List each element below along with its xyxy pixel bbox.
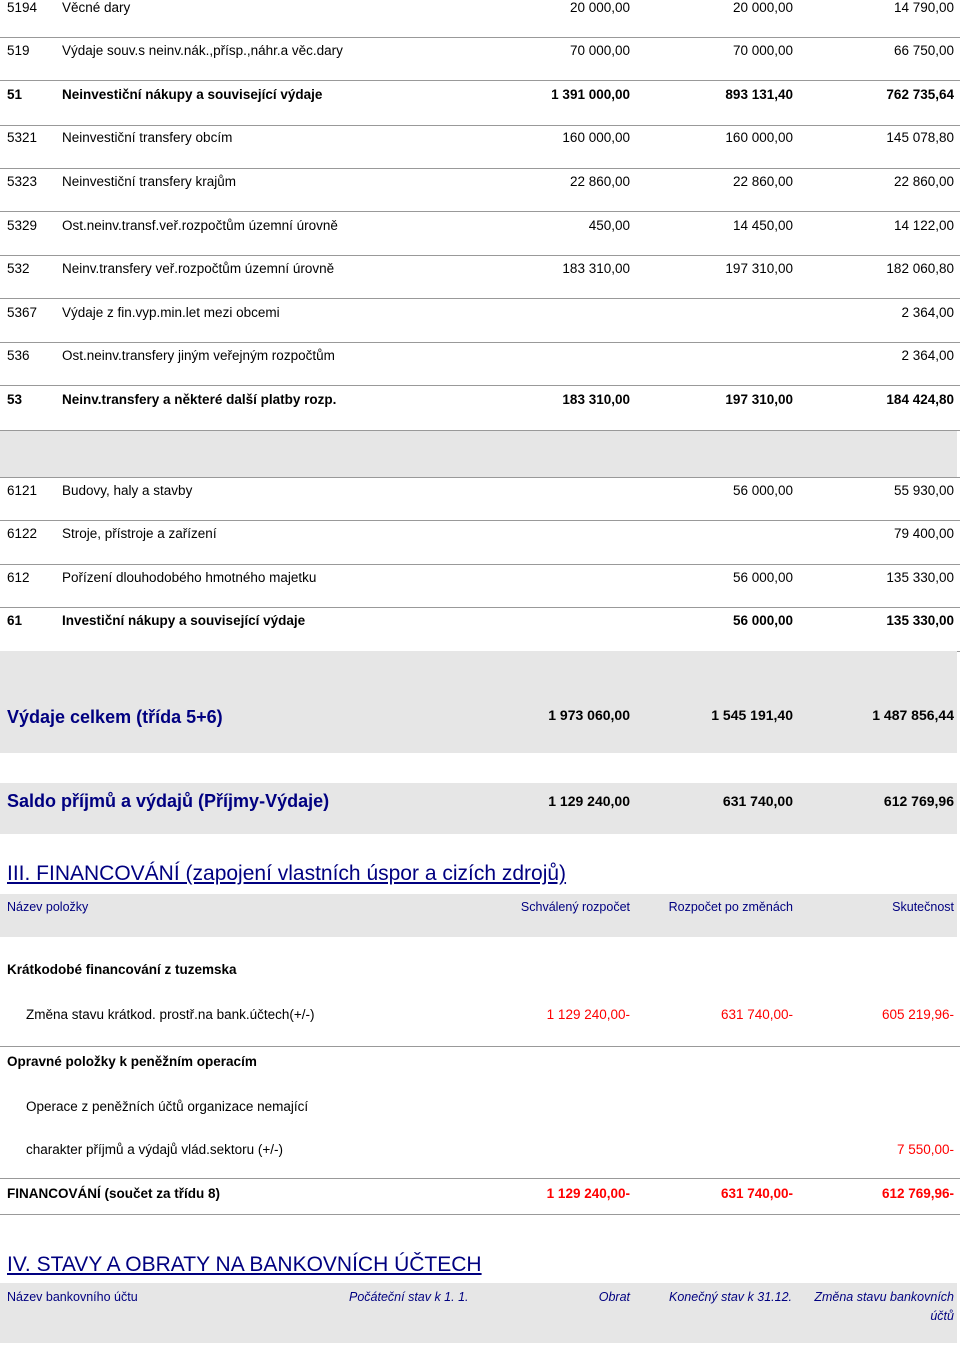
- row-name: Investiční nákupy a související výdaje: [62, 613, 306, 628]
- saldo-label: Saldo příjmů a výdajů (Příjmy-Výdaje): [7, 791, 330, 811]
- section4-header: [0, 1290, 960, 1330]
- bank-header-start: Počáteční stav k 1. 1.: [349, 1290, 469, 1304]
- row-divider: [0, 168, 960, 169]
- total-label: Výdaje celkem (třída 5+6): [7, 707, 223, 727]
- item-short-term-label: Změna stavu krátkod. prostř.na bank.účtech(+/-): [26, 1007, 315, 1022]
- row-name: Neinvestiční transfery obcím: [62, 130, 233, 145]
- row-actual: 145 078,80: [886, 130, 954, 145]
- divider: [0, 1046, 960, 1047]
- row-name: Neinvestiční transfery krajům: [62, 174, 237, 189]
- row-code: 5323: [7, 174, 38, 189]
- header-actual: Skutečnost: [892, 900, 954, 914]
- row-approved: 20 000,00: [569, 0, 630, 15]
- bank-header-end: Konečný stav k 31.12.: [669, 1290, 792, 1304]
- financing-total-label: FINANCOVÁNÍ (součet za třídu 8): [7, 1186, 221, 1201]
- saldo-v1: 1 129 240,00: [548, 793, 630, 809]
- header-approved: Schválený rozpočet: [520, 900, 630, 914]
- row-name: Neinv.transfery veř.rozpočtům územní úrovně: [62, 261, 335, 276]
- saldo-v3: 612 769,96: [883, 793, 954, 809]
- row-name: Výdaje z fin.vyp.min.let mezi obcemi: [62, 305, 280, 320]
- section4-title: IV. STAVY A OBRATY NA BANKOVNÍCH ÚČTECH: [7, 1253, 482, 1276]
- divider: [0, 1178, 960, 1179]
- row-actual: 2 364,00: [901, 305, 954, 320]
- row-modified: 197 310,00: [725, 261, 793, 276]
- row-name: Věcné dary: [62, 0, 131, 15]
- row-name: Neinv.transfery a některé další platby rozp.: [62, 392, 337, 407]
- table-row: [0, 348, 960, 368]
- row-divider: [0, 211, 960, 212]
- total-row: [0, 707, 960, 731]
- row-modified: 197 310,00: [725, 392, 793, 407]
- item-short-term-v1: 1 129 240,00-: [546, 1007, 630, 1022]
- row-code: 6122: [7, 526, 38, 541]
- table-row: [0, 526, 960, 546]
- total-v2: 1 545 191,40: [711, 707, 793, 723]
- financing-total-v2: 631 740,00-: [720, 1186, 793, 1201]
- table-row: [0, 218, 960, 238]
- row-approved: 183 310,00: [562, 392, 630, 407]
- row-divider: [0, 298, 960, 299]
- row-code: 53: [7, 392, 23, 407]
- row-code: 5321: [7, 130, 38, 145]
- row-name: Pořízení dlouhodobého hmotného majetku: [62, 570, 317, 585]
- row-actual: 79 400,00: [893, 526, 954, 541]
- row-modified: 56 000,00: [732, 613, 793, 628]
- row-modified: 70 000,00: [732, 43, 793, 58]
- row-name: Neinvestiční nákupy a související výdaje: [62, 87, 323, 102]
- financing-total: [0, 1186, 960, 1204]
- row-divider: [0, 37, 960, 38]
- row-approved: 183 310,00: [562, 261, 630, 276]
- row-code: 532: [7, 261, 30, 276]
- row-code: 51: [7, 87, 23, 102]
- table-row: [0, 392, 960, 412]
- row-name: Ost.neinv.transf.veř.rozpočtům územní úrovně: [62, 218, 338, 233]
- bank-header-change-2: účtů: [930, 1309, 954, 1323]
- row-divider: [0, 255, 960, 256]
- table-row: [0, 261, 960, 281]
- section3-title: III. FINANCOVÁNÍ (zapojení vlastních úspor a cizích zdrojů): [7, 862, 567, 885]
- saldo-row: [0, 791, 960, 815]
- row-code: 536: [7, 348, 30, 363]
- row-approved: 160 000,00: [562, 130, 630, 145]
- table-row: [0, 0, 960, 20]
- row-divider: [0, 477, 960, 478]
- bank-header-name: Název bankovního účtu: [7, 1290, 138, 1304]
- table-row: [0, 570, 960, 590]
- financing-total-v3: 612 769,96-: [881, 1186, 954, 1201]
- table-row: [0, 483, 960, 503]
- row-modified: 893 131,40: [725, 87, 793, 102]
- table-row: [0, 305, 960, 325]
- table-row: [0, 130, 960, 150]
- table-row: [0, 174, 960, 194]
- group-corrections: Opravné položky k peněžním operacím: [7, 1054, 257, 1069]
- row-code: 5194: [7, 0, 38, 15]
- item-corrections: [0, 1142, 960, 1160]
- row-actual: 14 790,00: [893, 0, 954, 15]
- item-short-term-v3: 605 219,96-: [881, 1007, 954, 1022]
- saldo-v2: 631 740,00: [722, 793, 793, 809]
- row-code: 61: [7, 613, 23, 628]
- item-short-term-v2: 631 740,00-: [720, 1007, 793, 1022]
- row-approved: 22 860,00: [569, 174, 630, 189]
- row-name: Výdaje souv.s neinv.nák.,přísp.,náhr.a věc.dary: [62, 43, 343, 58]
- row-name: Stroje, přístroje a zařízení: [62, 526, 217, 541]
- header-name: Název položky: [7, 900, 89, 914]
- section3-header: [0, 900, 960, 918]
- table-row: [0, 87, 960, 107]
- row-name: Budovy, haly a stavby: [62, 483, 193, 498]
- item-corrections-line1: Operace z peněžních účtů organizace nemající: [26, 1099, 309, 1114]
- row-divider: [0, 385, 960, 386]
- group-short-term: Krátkodobé financování z tuzemska: [7, 962, 237, 977]
- row-code: 5329: [7, 218, 38, 233]
- row-actual: 184 424,80: [886, 392, 954, 407]
- header-modified: Rozpočet po změnách: [668, 900, 793, 914]
- row-code: 6121: [7, 483, 38, 498]
- row-modified: 56 000,00: [732, 570, 793, 585]
- row-modified: 22 860,00: [732, 174, 793, 189]
- row-actual: 2 364,00: [901, 348, 954, 363]
- item-short-term: [0, 1007, 960, 1025]
- row-modified: 14 450,00: [732, 218, 793, 233]
- total-v3: 1 487 856,44: [872, 707, 954, 723]
- row-divider: [0, 80, 960, 81]
- row-divider: [0, 564, 960, 565]
- table-row: [0, 43, 960, 63]
- financing-total-v1: 1 129 240,00-: [546, 1186, 630, 1201]
- bank-header-turnover: Obrat: [598, 1290, 630, 1304]
- class6-band: [0, 651, 957, 697]
- row-modified: 56 000,00: [732, 483, 793, 498]
- row-actual: 762 735,64: [886, 87, 954, 102]
- bank-header-change: Změna stavu bankovních: [814, 1290, 954, 1304]
- item-corrections-v3: 7 550,00-: [896, 1142, 954, 1157]
- row-actual: 14 122,00: [893, 218, 954, 233]
- row-actual: 66 750,00: [893, 43, 954, 58]
- row-actual: 135 330,00: [886, 613, 954, 628]
- divider: [0, 1214, 960, 1215]
- row-actual: 135 330,00: [886, 570, 954, 585]
- row-approved: 70 000,00: [569, 43, 630, 58]
- row-approved: 1 391 000,00: [551, 87, 630, 102]
- row-name: Ost.neinv.transfery jiným veřejným rozpočtům: [62, 348, 335, 363]
- class5-band: [0, 431, 957, 477]
- row-divider: [0, 607, 960, 608]
- row-divider: [0, 520, 960, 521]
- row-approved: 450,00: [588, 218, 630, 233]
- table-row: [0, 613, 960, 633]
- row-modified: 160 000,00: [725, 130, 793, 145]
- total-v1: 1 973 060,00: [548, 707, 630, 723]
- row-actual: 22 860,00: [893, 174, 954, 189]
- row-modified: 20 000,00: [732, 0, 793, 15]
- row-actual: 55 930,00: [893, 483, 954, 498]
- row-code: 519: [7, 43, 30, 58]
- row-code: 5367: [7, 305, 38, 320]
- row-code: 612: [7, 570, 30, 585]
- row-actual: 182 060,80: [886, 261, 954, 276]
- row-divider: [0, 125, 960, 126]
- row-divider: [0, 342, 960, 343]
- item-corrections-label: charakter příjmů a výdajů vlád.sektoru (+/-): [26, 1142, 283, 1157]
